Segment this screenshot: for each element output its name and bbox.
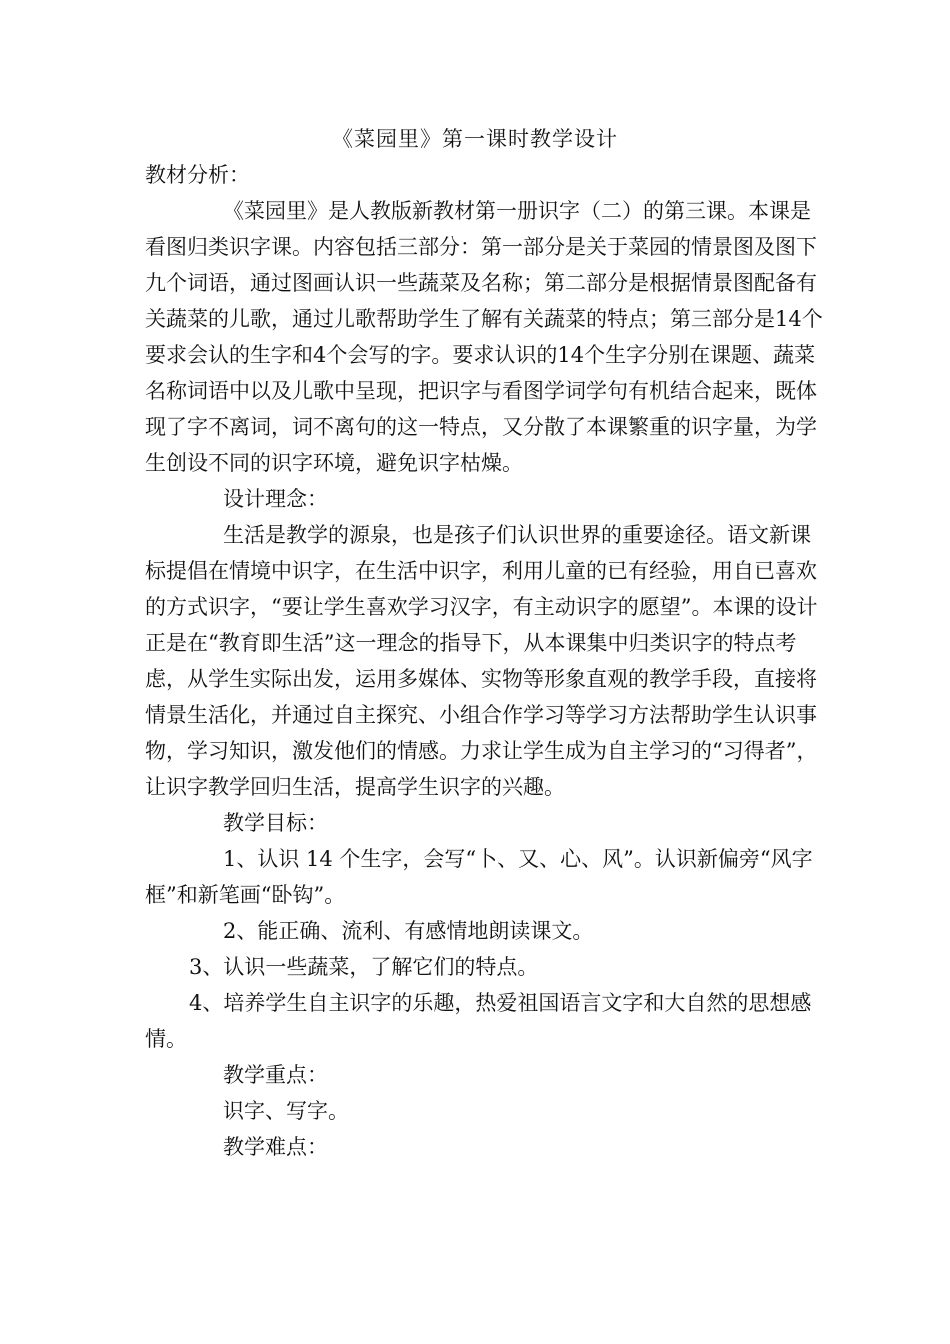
goal-item-2: 2、能正确、流利、有感情地朗读课文。 <box>223 919 594 943</box>
heading-teaching-difficulty: 教学难点： <box>223 1135 328 1159</box>
heading-material-analysis: 教材分析： <box>145 163 250 187</box>
goal-item-1: 1、认识 14 个生字，会写“卜、又、心、风”。认识新偏旁“风字框”和新笔画“卧钩”。 <box>145 847 813 907</box>
heading-design-concept: 设计理念： <box>223 487 328 511</box>
goal-item-3: 3、认识一些蔬菜，了解它们的特点。 <box>189 955 539 979</box>
paragraph-material-analysis: 《菜园里》是人教版新教材第一册识字（二）的第三课。本课是看图归类识字课。内容包括三部分：第一部分是关于菜园的情景图及图下九个词语，通过图画认识一些蔬菜及名称；第二部分是根据情景图配备有关蔬菜的儿歌，通过儿歌帮助学生了解有关蔬菜的特点；第三部分是14个要求会认的生字和4个会写的字。要求认识的14个生字分别在课题、蔬菜名称词语中以及儿歌中呈现，把识字与看图学词学句有机结合起来，既体现了字不离词，词不离句的这一特点，又分散了本课繁重的识字量，为学生创设不同的识字环境，避免识字枯燥。 <box>145 199 823 475</box>
heading-teaching-focus: 教学重点： <box>223 1063 328 1087</box>
paragraph-teaching-focus: 识字、写字。 <box>223 1099 349 1123</box>
document-body <box>145 157 825 1165</box>
document-title: 《菜园里》第一课时教学设计 <box>332 127 618 151</box>
heading-teaching-goals: 教学目标： <box>223 811 328 835</box>
goal-item-4: 4、培养学生自主识字的乐趣，热爱祖国语言文字和大自然的思想感情。 <box>145 991 812 1051</box>
paragraph-design-concept: 生活是教学的源泉，也是孩子们认识世界的重要途径。语文新课标提倡在情境中识字，在生活中识字，利用儿童的已有经验，用自已喜欢的方式识字，“要让学生喜欢学习汉字，有主动识字的愿望”。本课的设计正是在“教育即生活”这一理念的指导下，从本课集中归类识字的特点考虑，从学生实际出发，运用多媒体、实物等形象直观的教学手段，直接将情景生活化，并通过自主探究、小组合作学习等学习方法帮助学生认识事物，学习知识，激发他们的情感。力求让学生成为自主学习的“习得者”，让识字教学回归生活，提高学生识字的兴趣。 <box>145 523 818 799</box>
